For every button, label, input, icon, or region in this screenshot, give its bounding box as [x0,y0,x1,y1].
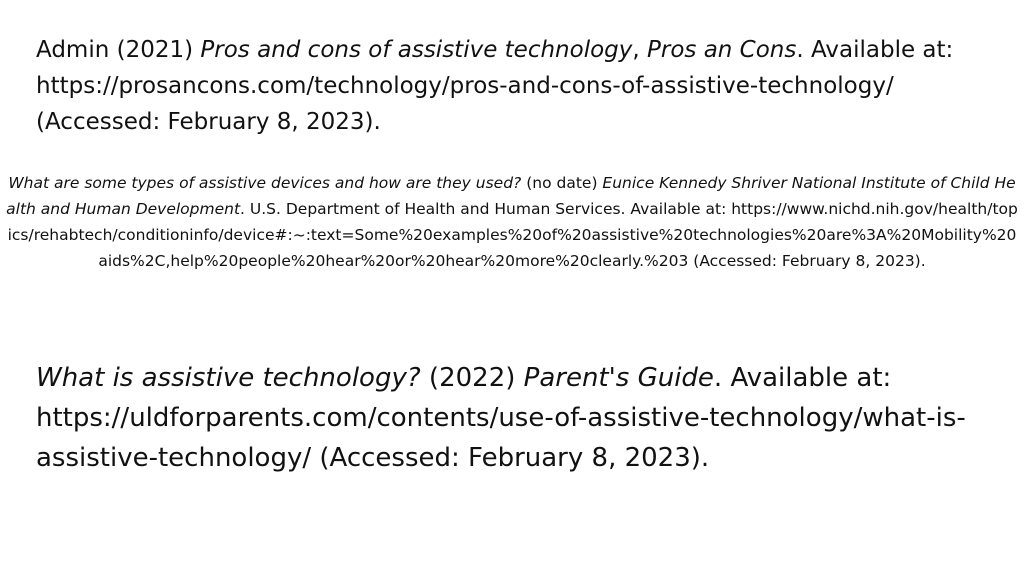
reference-entry [36,358,996,478]
reference-separator: , [632,37,647,63]
reference-year: (2022) [420,363,524,393]
reference-title: What are some types of assistive devices and how are they used? [8,174,522,192]
reference-author-year: Admin (2021) [36,37,201,63]
reference-availability: . Available at: https://prosancons.com/technology/pros-and-cons-of-assistive-technology/ (Accessed: February 8, 2023). [36,37,954,135]
reference-title: What is assistive technology? [36,363,421,393]
reference-title: Pros and cons of assistive technology [200,37,633,63]
reference-site: Pros an Cons [647,37,797,63]
reference-publisher: Eunice Kennedy Shriver National Institute of Child Health and Human Development [6,174,1016,218]
reference-availability: . U.S. Department of Health and Human Services. Available at: https://www.nichd.nih.gov/health/topics/rehabtech/conditioninfo/device#:~:text=Some%20examples%20of%20assistive%20technologies%20are%3A%20Mobility%20aids%2C,help%20people%20hear%20or%20hear%20more%20clearly.%203 (Accessed: February 8, 2023). [7,200,1018,270]
reference-entry [36,32,966,140]
reference-availability: . Available at: https://uldforparents.com/contents/use-of-assistive-technology/what-is-assistive-technology/ (Accessed: February 8, 2023). [36,363,966,473]
reference-site: Parent's Guide [523,363,714,393]
reference-entry [6,170,1018,274]
reference-date: (no date) [521,174,603,192]
